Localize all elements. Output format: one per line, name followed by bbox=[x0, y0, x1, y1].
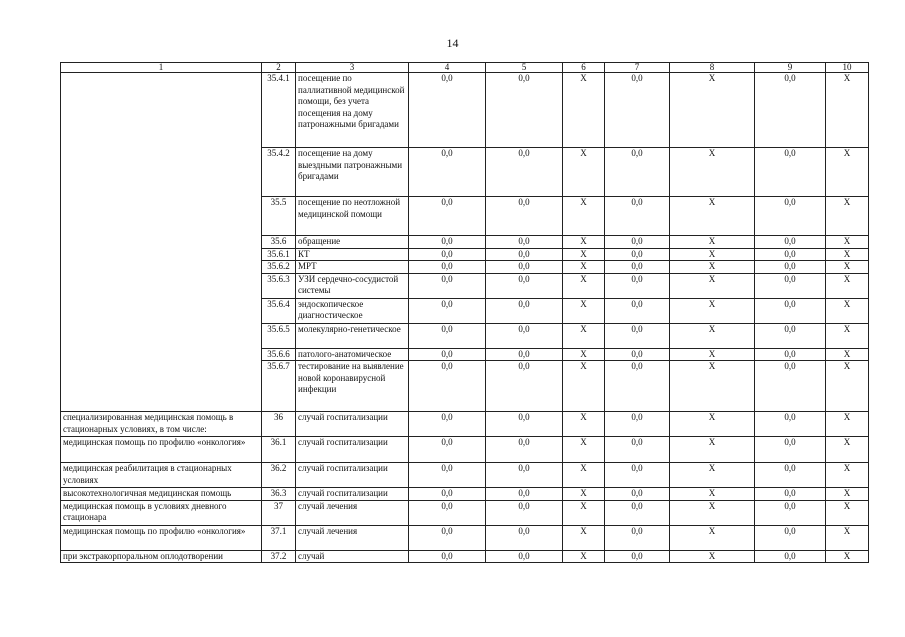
row-code: 35.6.4 bbox=[262, 298, 296, 323]
row-code: 35.6.2 bbox=[262, 261, 296, 274]
column-header-10: 10 bbox=[826, 63, 869, 73]
column-header-5: 5 bbox=[486, 63, 563, 73]
cell-c9: 0,0 bbox=[755, 463, 826, 488]
cell-c9: 0,0 bbox=[755, 412, 826, 437]
column-header-4: 4 bbox=[409, 63, 486, 73]
table-row bbox=[61, 73, 869, 148]
cell-c10: X bbox=[826, 197, 869, 236]
cell-c4: 0,0 bbox=[409, 437, 486, 463]
cell-c5: 0,0 bbox=[486, 148, 563, 197]
row-name bbox=[61, 73, 262, 412]
row-name: высокотехнологичная медицинская помощь bbox=[61, 488, 262, 501]
row-unit: случай госпитализации bbox=[296, 463, 409, 488]
cell-c9: 0,0 bbox=[755, 261, 826, 274]
column-header-6: 6 bbox=[563, 63, 605, 73]
row-unit: посещение на дому выездными патронажными бригадами bbox=[296, 148, 409, 197]
cell-c8: X bbox=[670, 463, 755, 488]
cell-c5: 0,0 bbox=[486, 437, 563, 463]
cell-c4: 0,0 bbox=[409, 550, 486, 563]
cell-c8: X bbox=[670, 550, 755, 563]
row-unit: случай bbox=[296, 550, 409, 563]
cell-c4: 0,0 bbox=[409, 412, 486, 437]
cell-c9: 0,0 bbox=[755, 361, 826, 412]
cell-c8: X bbox=[670, 437, 755, 463]
cell-c9: 0,0 bbox=[755, 73, 826, 148]
row-code: 36.2 bbox=[262, 463, 296, 488]
cell-c5: 0,0 bbox=[486, 197, 563, 236]
cell-c5: 0,0 bbox=[486, 525, 563, 550]
row-code: 35.6.7 bbox=[262, 361, 296, 412]
cell-c5: 0,0 bbox=[486, 550, 563, 563]
cell-c8: X bbox=[670, 323, 755, 348]
cell-c4: 0,0 bbox=[409, 463, 486, 488]
cell-c5: 0,0 bbox=[486, 463, 563, 488]
row-name: медицинская реабилитация в стационарных условиях bbox=[61, 463, 262, 488]
row-unit: случай лечения bbox=[296, 525, 409, 550]
table-row bbox=[61, 525, 869, 550]
cell-c4: 0,0 bbox=[409, 236, 486, 249]
cell-c9: 0,0 bbox=[755, 236, 826, 249]
cell-c6: X bbox=[563, 323, 605, 348]
row-unit: случай госпитализации bbox=[296, 488, 409, 501]
cell-c10: X bbox=[826, 236, 869, 249]
cell-c6: X bbox=[563, 261, 605, 274]
table-row bbox=[61, 437, 869, 463]
column-header-2: 2 bbox=[262, 63, 296, 73]
cell-c9: 0,0 bbox=[755, 488, 826, 501]
row-code: 35.4.2 bbox=[262, 148, 296, 197]
cell-c5: 0,0 bbox=[486, 236, 563, 249]
cell-c10: X bbox=[826, 348, 869, 361]
row-name: медицинская помощь по профилю «онкология» bbox=[61, 525, 262, 550]
cell-c4: 0,0 bbox=[409, 298, 486, 323]
column-header-1: 1 bbox=[61, 63, 262, 73]
cell-c5: 0,0 bbox=[486, 500, 563, 525]
column-header-3: 3 bbox=[296, 63, 409, 73]
row-code: 35.6.1 bbox=[262, 248, 296, 261]
cell-c8: X bbox=[670, 73, 755, 148]
cell-c9: 0,0 bbox=[755, 273, 826, 298]
table-row bbox=[61, 550, 869, 563]
cell-c7: 0,0 bbox=[605, 273, 670, 298]
cell-c7: 0,0 bbox=[605, 248, 670, 261]
row-code: 36.1 bbox=[262, 437, 296, 463]
cell-c7: 0,0 bbox=[605, 348, 670, 361]
cell-c8: X bbox=[670, 261, 755, 274]
cell-c9: 0,0 bbox=[755, 348, 826, 361]
cell-c4: 0,0 bbox=[409, 261, 486, 274]
cell-c10: X bbox=[826, 412, 869, 437]
cell-c4: 0,0 bbox=[409, 73, 486, 148]
cell-c10: X bbox=[826, 298, 869, 323]
cell-c6: X bbox=[563, 550, 605, 563]
cell-c6: X bbox=[563, 248, 605, 261]
row-code: 35.4.1 bbox=[262, 73, 296, 148]
cell-c5: 0,0 bbox=[486, 298, 563, 323]
cell-c6: X bbox=[563, 73, 605, 148]
cell-c7: 0,0 bbox=[605, 148, 670, 197]
row-unit: случай госпитализации bbox=[296, 412, 409, 437]
cell-c8: X bbox=[670, 500, 755, 525]
cell-c10: X bbox=[826, 261, 869, 274]
page-number: 14 bbox=[446, 36, 459, 50]
cell-c10: X bbox=[826, 463, 869, 488]
cell-c8: X bbox=[670, 412, 755, 437]
cell-c7: 0,0 bbox=[605, 261, 670, 274]
cell-c7: 0,0 bbox=[605, 197, 670, 236]
row-name: специализированная медицинская помощь в стационарных условиях, в том числе: bbox=[61, 412, 262, 437]
row-unit: посещение по паллиативной медицинской помощи, без учета посещения на дому патронажными бригадами bbox=[296, 73, 409, 148]
table-body bbox=[61, 73, 869, 563]
cell-c7: 0,0 bbox=[605, 412, 670, 437]
cell-c4: 0,0 bbox=[409, 197, 486, 236]
row-unit: посещение по неотложной медицинской помощи bbox=[296, 197, 409, 236]
column-header-9: 9 bbox=[755, 63, 826, 73]
cell-c4: 0,0 bbox=[409, 361, 486, 412]
cell-c8: X bbox=[670, 488, 755, 501]
cell-c6: X bbox=[563, 273, 605, 298]
cell-c7: 0,0 bbox=[605, 500, 670, 525]
cell-c10: X bbox=[826, 437, 869, 463]
row-code: 35.6.6 bbox=[262, 348, 296, 361]
cell-c9: 0,0 bbox=[755, 197, 826, 236]
cell-c5: 0,0 bbox=[486, 261, 563, 274]
row-unit: патолого-анатомическое bbox=[296, 348, 409, 361]
cell-c10: X bbox=[826, 500, 869, 525]
row-code: 36 bbox=[262, 412, 296, 437]
table-row bbox=[61, 412, 869, 437]
cell-c8: X bbox=[670, 148, 755, 197]
row-code: 35.5 bbox=[262, 197, 296, 236]
cell-c8: X bbox=[670, 298, 755, 323]
cell-c5: 0,0 bbox=[486, 248, 563, 261]
cell-c6: X bbox=[563, 298, 605, 323]
cell-c6: X bbox=[563, 437, 605, 463]
cell-c4: 0,0 bbox=[409, 148, 486, 197]
cell-c8: X bbox=[670, 248, 755, 261]
cell-c9: 0,0 bbox=[755, 148, 826, 197]
cell-c4: 0,0 bbox=[409, 348, 486, 361]
cell-c7: 0,0 bbox=[605, 236, 670, 249]
cell-c10: X bbox=[826, 488, 869, 501]
row-code: 37.2 bbox=[262, 550, 296, 563]
cell-c5: 0,0 bbox=[486, 323, 563, 348]
header-row bbox=[61, 63, 869, 73]
row-code: 35.6.5 bbox=[262, 323, 296, 348]
cell-c8: X bbox=[670, 348, 755, 361]
cell-c4: 0,0 bbox=[409, 525, 486, 550]
row-unit: УЗИ сердечно-сосудистой системы bbox=[296, 273, 409, 298]
row-name: медицинская помощь в условиях дневного стационара bbox=[61, 500, 262, 525]
cell-c4: 0,0 bbox=[409, 500, 486, 525]
row-name: при экстракорпоральном оплодотворении bbox=[61, 550, 262, 563]
cell-c8: X bbox=[670, 361, 755, 412]
cell-c7: 0,0 bbox=[605, 361, 670, 412]
cell-c10: X bbox=[826, 273, 869, 298]
cell-c5: 0,0 bbox=[486, 73, 563, 148]
column-header-7: 7 bbox=[605, 63, 670, 73]
cell-c7: 0,0 bbox=[605, 298, 670, 323]
table-row bbox=[61, 488, 869, 501]
cell-c4: 0,0 bbox=[409, 488, 486, 501]
cell-c10: X bbox=[826, 550, 869, 563]
cell-c8: X bbox=[670, 197, 755, 236]
cell-c8: X bbox=[670, 273, 755, 298]
column-header-8: 8 bbox=[670, 63, 755, 73]
cell-c6: X bbox=[563, 348, 605, 361]
cell-c4: 0,0 bbox=[409, 248, 486, 261]
row-code: 36.3 bbox=[262, 488, 296, 501]
row-code: 35.6.3 bbox=[262, 273, 296, 298]
row-name: медицинская помощь по профилю «онкология» bbox=[61, 437, 262, 463]
cell-c6: X bbox=[563, 463, 605, 488]
cell-c9: 0,0 bbox=[755, 248, 826, 261]
cell-c8: X bbox=[670, 525, 755, 550]
cell-c10: X bbox=[826, 525, 869, 550]
cell-c5: 0,0 bbox=[486, 412, 563, 437]
data-table bbox=[60, 62, 869, 563]
cell-c9: 0,0 bbox=[755, 550, 826, 563]
cell-c6: X bbox=[563, 197, 605, 236]
cell-c10: X bbox=[826, 361, 869, 412]
row-code: 35.6 bbox=[262, 236, 296, 249]
cell-c4: 0,0 bbox=[409, 273, 486, 298]
cell-c4: 0,0 bbox=[409, 323, 486, 348]
row-unit: случай госпитализации bbox=[296, 437, 409, 463]
cell-c5: 0,0 bbox=[486, 488, 563, 501]
cell-c5: 0,0 bbox=[486, 273, 563, 298]
cell-c7: 0,0 bbox=[605, 488, 670, 501]
row-code: 37 bbox=[262, 500, 296, 525]
cell-c10: X bbox=[826, 248, 869, 261]
row-unit: случай лечения bbox=[296, 500, 409, 525]
row-unit: МРТ bbox=[296, 261, 409, 274]
row-unit: КТ bbox=[296, 248, 409, 261]
cell-c5: 0,0 bbox=[486, 348, 563, 361]
cell-c5: 0,0 bbox=[486, 361, 563, 412]
row-unit: молекулярно-генетическое bbox=[296, 323, 409, 348]
cell-c8: X bbox=[670, 236, 755, 249]
cell-c9: 0,0 bbox=[755, 323, 826, 348]
cell-c10: X bbox=[826, 323, 869, 348]
cell-c7: 0,0 bbox=[605, 73, 670, 148]
row-code: 37.1 bbox=[262, 525, 296, 550]
cell-c6: X bbox=[563, 500, 605, 525]
table-row bbox=[61, 463, 869, 488]
cell-c7: 0,0 bbox=[605, 463, 670, 488]
row-unit: тестирование на выявление новой коронавирусной инфекции bbox=[296, 361, 409, 412]
cell-c7: 0,0 bbox=[605, 323, 670, 348]
cell-c7: 0,0 bbox=[605, 525, 670, 550]
cell-c10: X bbox=[826, 148, 869, 197]
cell-c7: 0,0 bbox=[605, 550, 670, 563]
row-unit: обращение bbox=[296, 236, 409, 249]
cell-c9: 0,0 bbox=[755, 525, 826, 550]
cell-c6: X bbox=[563, 361, 605, 412]
cell-c6: X bbox=[563, 236, 605, 249]
cell-c6: X bbox=[563, 525, 605, 550]
table-row bbox=[61, 500, 869, 525]
row-unit: эндоскопическое диагностическое bbox=[296, 298, 409, 323]
cell-c7: 0,0 bbox=[605, 437, 670, 463]
cell-c6: X bbox=[563, 412, 605, 437]
cell-c9: 0,0 bbox=[755, 500, 826, 525]
cell-c9: 0,0 bbox=[755, 298, 826, 323]
cell-c9: 0,0 bbox=[755, 437, 826, 463]
cell-c6: X bbox=[563, 488, 605, 501]
cell-c10: X bbox=[826, 73, 869, 148]
cell-c6: X bbox=[563, 148, 605, 197]
